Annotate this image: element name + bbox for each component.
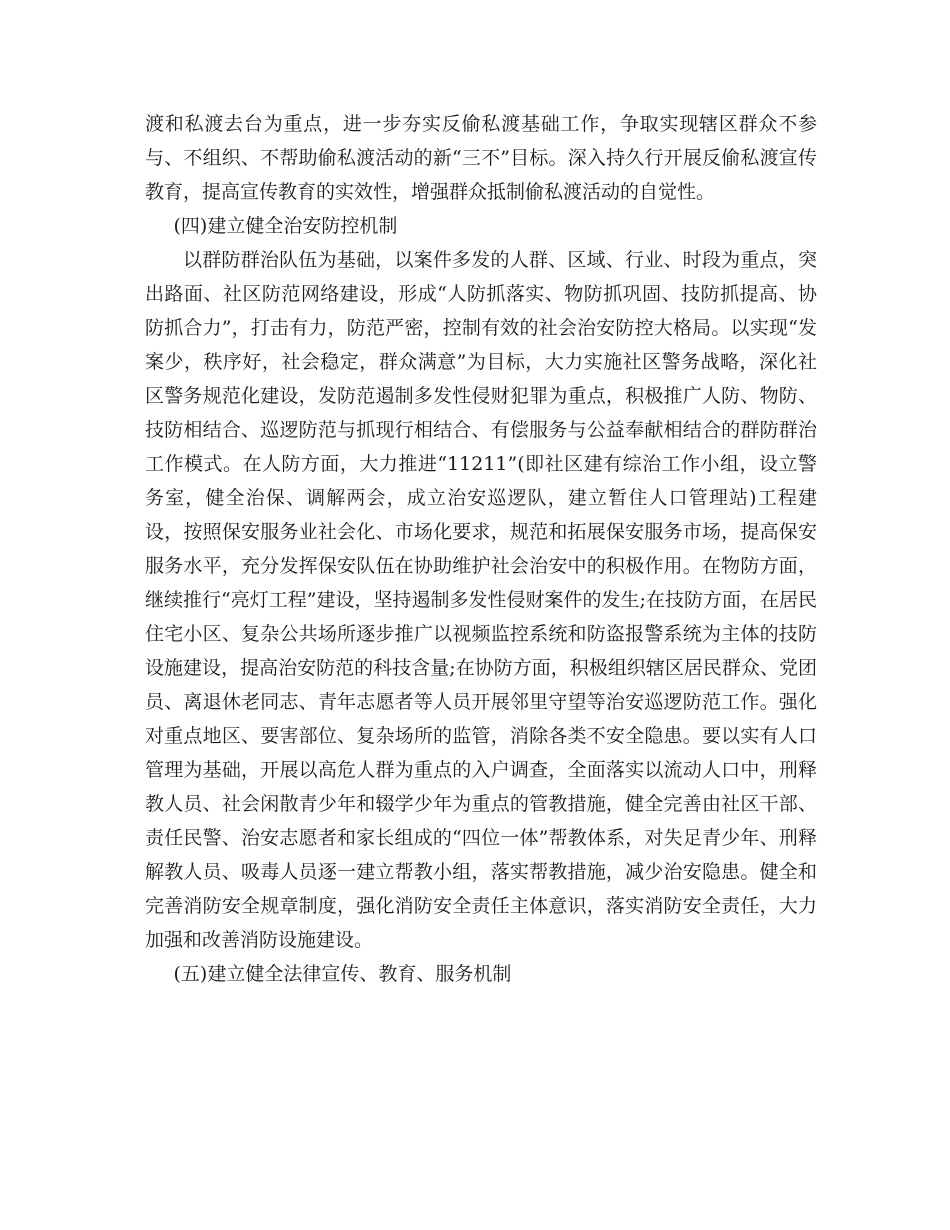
body-paragraph: 渡和私渡去台为重点，进一步夯实反偷私渡基础工作，争取实现辖区群众不参与、不组织、不帮助偷私渡活动的新“三不”目标。深入持久行开展反偷私渡宣传教育，提高宣传教育的实效性，增强群众抵制偷私渡活动的自觉性。 — [145, 113, 817, 203]
section-heading: (五)建立健全法律宣传、教育、服务机制 — [173, 963, 512, 985]
body-paragraph: 以群防群治队伍为基础，以案件多发的人群、区域、行业、时段为重点，突出路面、社区防范网络建设，形成“人防抓落实、物防抓巩固、技防抓提高、协防抓合力”，打击有力，防范严密，控制有效的社会治安防控大格局。以实现“发案少，秩序好，社会稳定，群众满意”为目标，大力实施社区警务战略，深化社区警务规范化建设，发防范遏制多发性侵财犯罪为重点，积极推广人防、物防、技防相结合、巡逻防范与抓现行相结合、有偿服务与公益奉献相结合的群防群治工作模式。在人防方面，大力推进“11211”(即社区建有综治工作小组，设立警务室，健全治保、调解两会，成立治安巡逻队，建立暂住人口管理站)工程建设，按照保安服务业社会化、市场化要求，规范和拓展保安服务市场，提高保安服务水平，充分发挥保安队伍在协助维护社会治安中的积极作用。在物防方面，继续推行“亮灯工程”建设，坚持遏制多发性侵财案件的发生;在技防方面，在居民住宅小区、复杂公共场所逐步推广以视频监控系统和防盗报警系统为主体的技防设施建设，提高治安防范的科技含量;在协防方面，积极组织辖区居民群众、党团员、离退休老同志、青年志愿者等人员开展邻里守望等治安巡逻防范工作。强化对重点地区、要害部位、复杂场所的监管，消除各类不安全隐患。要以实有人口管理为基础，开展以高危人群为重点的入户调查，全面落实以流动人口中，刑释教人员、社会闲散青少年和辍学少年为重点的管教措施，健全完善由社区干部、责任民警、治安志愿者和家长组成的“四位一体”帮教体系，对失足青少年、刑释解教人员、吸毒人员逐一建立帮教小组，落实帮教措施，减少治安隐患。健全和完善消防安全规章制度，强化消防安全责任主体意识，落实消防安全责任，大力加强和改善消防设施建设。 — [145, 249, 817, 951]
document-page — [145, 107, 817, 991]
section-heading: (四)建立健全治安防控机制 — [173, 215, 398, 237]
